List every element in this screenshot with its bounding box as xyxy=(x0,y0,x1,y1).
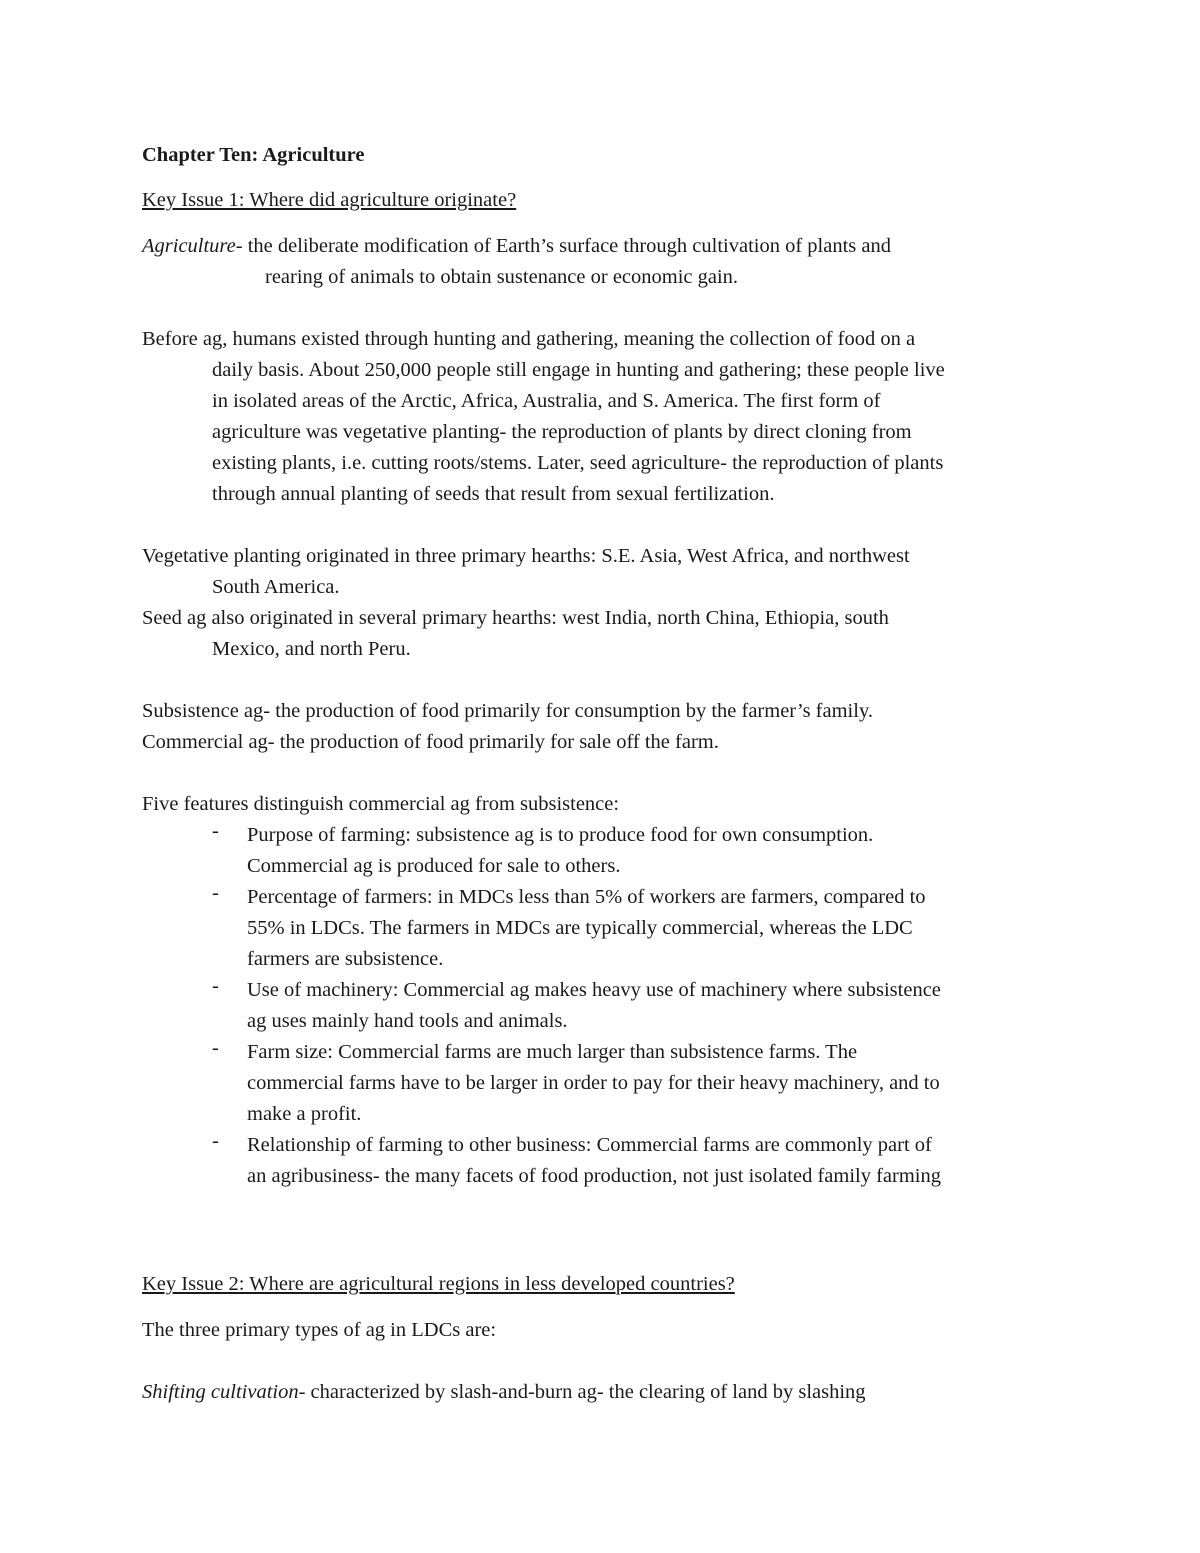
list-item-line: Commercial ag is produced for sale to others. xyxy=(247,855,621,877)
subsistence-ag-definition: Subsistence ag- the production of food primarily for consumption by the farmer’s family. xyxy=(142,700,873,722)
paragraph-line: Seed ag also originated in several primary hearths: west India, north China, Ethiopia, south xyxy=(142,607,889,629)
paragraph-line: agriculture was vegetative planting- the reproduction of plants by direct cloning from xyxy=(212,421,912,443)
paragraph-line: Vegetative planting originated in three primary hearths: S.E. Asia, West Africa, and northwest xyxy=(142,545,910,567)
key-issue-2-text: Key Issue 2: Where are agricultural regions in less developed countries? xyxy=(142,1273,735,1295)
paragraph-line: existing plants, i.e. cutting roots/stems. Later, seed agriculture- the reproduction of plants xyxy=(212,452,944,474)
list-item xyxy=(142,882,1062,975)
paragraph-vegetative xyxy=(142,541,1062,603)
spacer xyxy=(142,293,1062,324)
spacer xyxy=(142,1346,1062,1377)
spacer xyxy=(142,510,1062,541)
list-item xyxy=(142,1037,1062,1130)
list-item-line: Use of machinery: Commercial ag makes heavy use of machinery where subsistence xyxy=(247,979,941,1001)
list-item-line: Farm size: Commercial farms are much larger than subsistence farms. The xyxy=(247,1041,858,1063)
list-item-line: make a profit. xyxy=(247,1103,362,1125)
paragraph-line: Before ag, humans existed through hunting and gathering, meaning the collection of food on a xyxy=(142,328,916,350)
list-item xyxy=(142,1130,1062,1192)
features-list xyxy=(142,820,1062,1192)
bullet-dash: - xyxy=(212,882,219,904)
agriculture-term: Agriculture xyxy=(142,235,236,257)
list-item-line: farmers are subsistence. xyxy=(247,948,444,970)
agriculture-definition xyxy=(142,231,1062,293)
list-item xyxy=(142,975,1062,1037)
agriculture-definition-text: - the deliberate modification of Earth’s surface through cultivation of plants and xyxy=(235,235,891,257)
list-item xyxy=(142,820,1062,882)
bullet-dash: - xyxy=(212,975,219,997)
list-item-line: 55% in LDCs. The farmers in MDCs are typically commercial, whereas the LDC xyxy=(247,917,913,939)
key-issue-1-text: Key Issue 1: Where did agriculture originate? xyxy=(142,189,517,211)
paragraph-line: in isolated areas of the Arctic, Africa, Australia, and S. America. The first form of xyxy=(212,390,881,412)
document-page xyxy=(142,140,1062,1408)
chapter-title: Chapter Ten: Agriculture xyxy=(142,144,365,166)
spacer xyxy=(142,758,1062,789)
list-item-line: an agribusiness- the many facets of food production, not just isolated family farming xyxy=(247,1165,941,1187)
shifting-cultivation-text: - characterized by slash-and-burn ag- the clearing of land by slashing xyxy=(298,1381,866,1403)
paragraph-line: daily basis. About 250,000 people still engage in hunting and gathering; these people live xyxy=(212,359,945,381)
paragraph-before-ag xyxy=(142,324,1062,510)
bullet-dash: - xyxy=(212,1130,219,1152)
spacer xyxy=(142,1238,1062,1269)
bullet-dash: - xyxy=(212,820,219,842)
three-types-intro: The three primary types of ag in LDCs are: xyxy=(142,1319,497,1341)
five-features-intro: Five features distinguish commercial ag from subsistence: xyxy=(142,793,620,815)
shifting-cultivation-definition xyxy=(142,1377,1062,1408)
key-issue-2-heading xyxy=(142,1269,1062,1300)
paragraph-seed xyxy=(142,603,1062,665)
spacer xyxy=(142,665,1062,696)
list-item-line: Percentage of farmers: in MDCs less than 5% of workers are farmers, compared to xyxy=(247,886,926,908)
commercial-ag-definition: Commercial ag- the production of food primarily for sale off the farm. xyxy=(142,731,719,753)
spacer xyxy=(142,1192,1062,1238)
list-item-line: Relationship of farming to other business: Commercial farms are commonly part of xyxy=(247,1134,932,1156)
key-issue-1-heading xyxy=(142,185,1062,216)
agriculture-definition-line-2: rearing of animals to obtain sustenance or economic gain. xyxy=(265,266,739,288)
agriculture-definition-line-1 xyxy=(142,231,1062,262)
shifting-cultivation-term: Shifting cultivation xyxy=(142,1381,299,1403)
paragraph-line: Mexico, and north Peru. xyxy=(212,638,411,660)
list-item-line: ag uses mainly hand tools and animals. xyxy=(247,1010,568,1032)
list-item-line: Purpose of farming: subsistence ag is to produce food for own consumption. xyxy=(247,824,874,846)
paragraph-line: South America. xyxy=(212,576,340,598)
paragraph-line: through annual planting of seeds that result from sexual fertilization. xyxy=(212,483,775,505)
bullet-dash: - xyxy=(212,1037,219,1059)
list-item-line: commercial farms have to be larger in order to pay for their heavy machinery, and to xyxy=(247,1072,940,1094)
